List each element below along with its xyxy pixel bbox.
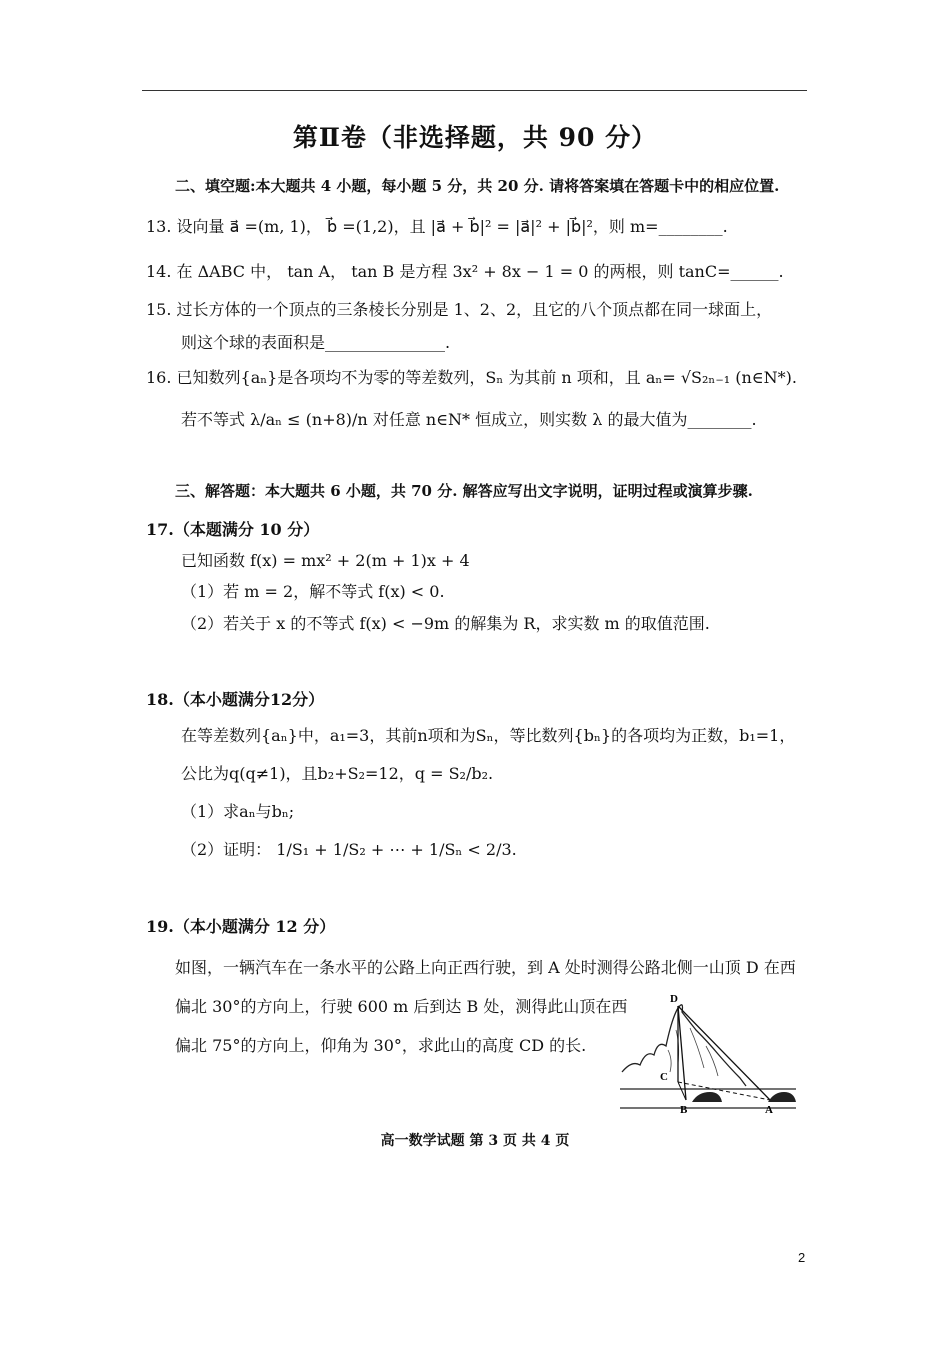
question-17-line-1: 已知函数 f(x) = mx² + 2(m + 1)x + 4 (181, 551, 470, 570)
question-17-line-3: （2）若关于 x 的不等式 f(x) < −9m 的解集为 R，求实数 m 的取值范围. (181, 614, 710, 633)
fill-in-heading: 二、填空题:本大题共 4 小题，每小题 5 分，共 20 分. 请将答案填在答题卡中的相应位置. (175, 177, 780, 195)
page-footer: 高一数学试题 第 3 页 共 4 页 (380, 1133, 570, 1149)
question-19-line-1: 如图，一辆汽车在一条水平的公路上向正西行驶，到 A 处时测得公路北侧一山顶 D 在西 (175, 958, 796, 977)
car-icon-b (692, 1092, 722, 1102)
mountain-shading (668, 1028, 718, 1076)
mountain-figure (618, 990, 808, 1115)
question-15-line-1: 15. 过长方体的一个顶点的三条棱长分别是 1、2、2，且它的八个顶点都在同一球面上， (146, 300, 773, 319)
question-13: 13. 设向量 a⃗ =(m, 1)， b⃗ =(1,2)，且 |a⃗ + b⃗|² = |a⃗|² + |b⃗|²，则 m=________. (146, 217, 728, 236)
line-ca (678, 1082, 770, 1100)
question-18-line-3: （1）求aₙ与bₙ; (181, 802, 295, 821)
question-18-head: 18.（本小题满分12分） (146, 690, 325, 709)
label-b: B (680, 1104, 688, 1115)
car-icon-a (768, 1092, 796, 1102)
top-rule (142, 90, 807, 91)
question-16-line-2: 若不等式 λ/aₙ ≤ (n+8)/n 对任意 n∈N* 恒成立，则实数 λ 的最大值为________. (181, 410, 757, 429)
question-19-head: 19.（本小题满分 12 分） (146, 917, 336, 936)
label-a: A (765, 1104, 773, 1115)
question-18-line-4: （2）证明： 1/S₁ + 1/S₂ + ⋯ + 1/Sₙ < 2/3. (181, 840, 517, 859)
question-19-line-3: 偏北 75°的方向上，仰角为 30°，求此山的高度 CD 的长. (175, 1036, 587, 1055)
question-19-line-2: 偏北 30°的方向上，行驶 600 m 后到达 B 处，测得此山顶在西 (175, 997, 628, 1016)
label-c: C (660, 1071, 668, 1083)
question-17-line-2: （1）若 m = 2，解不等式 f(x) < 0. (181, 582, 445, 601)
solution-heading: 三、解答题：本大题共 6 小题，共 70 分. 解答应写出文字说明，证明过程或演算步骤. (175, 482, 753, 500)
question-18-line-1: 在等差数列{aₙ}中，a₁=3，其前n项和为Sₙ，等比数列{bₙ}的各项均为正数，b₁=1， (181, 726, 796, 745)
label-d: D (670, 993, 678, 1005)
page-number: 2 (798, 1250, 806, 1265)
question-15-line-2: 则这个球的表面积是_______________. (181, 333, 451, 352)
question-14: 14. 在 ΔABC 中， tan A， tan B 是方程 3x² + 8x − 1 = 0 的两根，则 tanC=______. (146, 262, 784, 281)
question-16-line-1: 16. 已知数列{aₙ}是各项均不为零的等差数列，Sₙ 为其前 n 项和，且 aₙ= √S₂ₙ₋₁ (n∈N*). (146, 368, 797, 387)
question-17-head: 17.（本题满分 10 分） (146, 520, 320, 539)
section-title: 第Ⅱ卷（非选择题，共 90 分） (292, 123, 658, 152)
line-da (678, 1006, 770, 1100)
question-18-line-2: 公比为q(q≠1)，且b₂+S₂=12，q = S₂/b₂. (181, 764, 494, 783)
